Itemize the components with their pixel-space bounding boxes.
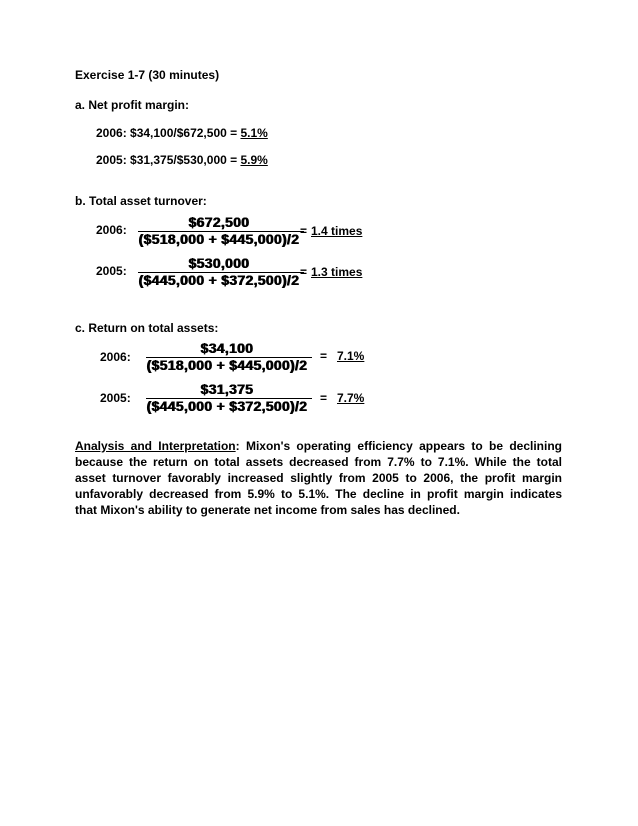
return-on-assets-2006-result: 7.1%	[337, 349, 365, 363]
fraction-denominator: ($518,000 + $445,000)/2	[138, 231, 300, 247]
section-a-heading: a. Net profit margin:	[75, 98, 190, 112]
equals-sign: =	[320, 349, 328, 363]
equals-sign: =	[300, 224, 308, 238]
year-label: 2005:	[96, 264, 127, 278]
analysis-line: because the return on total assets decreased from 7.7% to 7.1%. While the total	[75, 455, 562, 469]
net-profit-margin-2005	[96, 153, 268, 167]
analysis-line: asset turnover favorably increased slightly from 2005 to 2006, the profit margin	[75, 471, 562, 485]
analysis-line: unfavorably decreased from 5.9% to 5.1%. The decline in profit margin indicates	[75, 487, 562, 501]
equals-sign: =	[300, 265, 308, 279]
equals-sign: =	[320, 391, 328, 405]
year-label: 2006:	[96, 223, 127, 237]
fraction-denominator: ($445,000 + $372,500)/2	[146, 398, 308, 414]
row-result: 5.9%	[240, 153, 268, 167]
section-b-heading: b. Total asset turnover:	[75, 194, 207, 208]
row-result: 5.1%	[240, 126, 268, 140]
year-label: 2006:	[100, 350, 131, 364]
analysis-line: that Mixon's ability to generate net income from sales has declined.	[75, 503, 460, 517]
analysis-text: Mixon's operating efficiency appears to be declining	[239, 439, 562, 453]
asset-turnover-2006-result: 1.4 times	[311, 224, 363, 238]
analysis-paragraph	[75, 438, 562, 518]
return-on-assets-2005-result: 7.7%	[337, 391, 365, 405]
analysis-colon: :	[235, 439, 240, 453]
exercise-title: Exercise 1-7 (30 minutes)	[75, 68, 220, 82]
asset-turnover-2005-result: 1.3 times	[311, 265, 363, 279]
net-profit-margin-2006	[96, 126, 268, 140]
year-label: 2005:	[100, 391, 131, 405]
row-prefix: 2005: $31,375/$530,000 =	[96, 153, 241, 167]
section-c-heading: c. Return on total assets:	[75, 321, 219, 335]
fraction-numerator: $672,500	[188, 214, 250, 230]
fraction-numerator: $530,000	[188, 255, 250, 271]
fraction-numerator: $34,100	[200, 340, 254, 356]
row-prefix: 2006: $34,100/$672,500 =	[96, 126, 241, 140]
analysis-label: Analysis and Interpretation	[75, 439, 236, 453]
fraction-numerator: $31,375	[200, 381, 254, 397]
fraction-denominator: ($518,000 + $445,000)/2	[146, 357, 308, 373]
fraction-denominator: ($445,000 + $372,500)/2	[138, 272, 300, 288]
analysis-line	[75, 438, 562, 454]
